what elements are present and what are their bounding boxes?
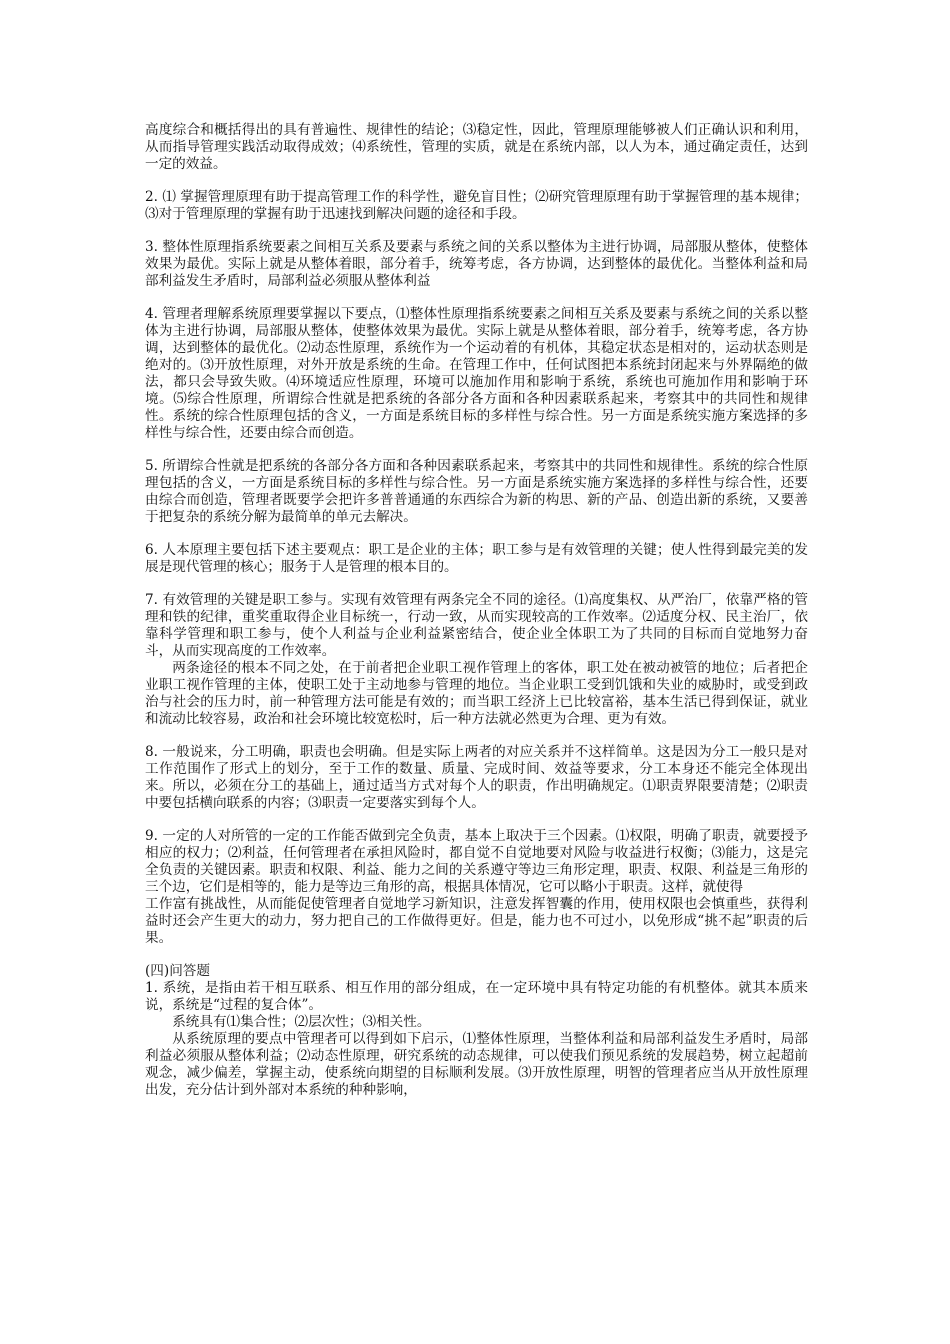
- qa-system-properties: 系统具有⑴集合性；⑵层次性；⑶相关性。: [172, 1014, 431, 1030]
- paragraph-answer-6: 6. 人本原理主要包括下述主要观点：职工是企业的主体；职工参与是有效管理的关键；使人性得到最完美的发展是现代管理的核心；服务于人是管理的根本目的。: [145, 542, 808, 575]
- paragraph-principles-summary: 高度综合和概括得出的具有普遍性、规律性的结论；⑶稳定性，因此，管理原理能够被人们正确认识和利用，从而指导管理实践活动取得成效；⑷系统性，管理的实质，就是在系统内部，以人为本，通过确定责任，达到一定的效益。: [145, 122, 808, 172]
- paragraph-answer-8: 8. 一般说来，分工明确，职责也会明确。但是实际上两者的对应关系并不这样简单。这是因为分工一般只是对工作范围作了形式上的划分，至于工作的数量、质量、完成时间、效益等要求，分工本身还不能完全体现出来。所以，必须在分工的基础上，通过适当方式对每个人的职责，作出明确规定。⑴职责界限要清楚；⑵职责中要包括横向联系的内容；⑶职责一定要落实到每个人。: [145, 744, 808, 811]
- section-heading: (四)问答题: [145, 963, 210, 979]
- paragraph-answer-9: 9. 一定的人对所管的一定的工作能否做到完全负责，基本上取决于三个因素。⑴权限，明确了职责，就要授予相应的权力；⑵利益，任何管理者在承担风险时，都自觉不自觉地要对风险与收益进行权衡；⑶能力，这是完全负责的关键因素。职责和权限、利益、能力之间的关系遵守等边三角形定理，职责、权限、利益是三角形的三个边，它们是相等的，能力是等边三角形的高，根据具体情况，它可以略小于职责。这样，就使得: [145, 828, 808, 895]
- paragraph-answer-3: 3. 整体性原理指系统要素之间相互关系及要素与系统之间的关系以整体为主进行协调，局部服从整体，使整体效果为最优。实际上就是从整体着眼，部分着手，统筹考虑，各方协调，达到整体的最优化。当整体利益和局部利益发生矛盾时，局部利益必须服从整体利益: [145, 239, 808, 289]
- paragraph-answer-5: 5. 所谓综合性就是把系统的各部分各方面和各种因素联系起来，考察其中的共同性和规律性。系统的综合性原理包括的含义，一方面是系统目标的多样性与综合性。另一方面是系统实施方案选择的多样性与综合性，还要由综合而创造，管理者既要学会把许多普普通通的东西综合为新的构思、新的产品、创造出新的系统，又要善于把复杂的系统分解为最简单的单元去解决。: [145, 458, 808, 525]
- document-page: [145, 122, 808, 1099]
- qa-answer-1: 1. 系统，是指由若干相互联系、相互作用的部分组成，在一定环境中具有特定功能的有机整体。就其本质来说，系统是“过程的复合体”。: [145, 980, 808, 1013]
- paragraph-answer-9-continued: 工作富有挑战性，从而能促使管理者自觉地学习新知识，注意发挥智囊的作用，使用权限也会慎重些，获得利益时还会产生更大的动力，努力把自己的工作做得更好。但是，能力也不可过小，以免形成“挑不起”职责的后果。: [145, 896, 808, 946]
- paragraph-answer-7-continued: 两条途径的根本不同之处，在于前者把企业职工视作管理上的客体，职工处在被动被管的地位；后者把企业职工视作管理的主体，使职工处于主动地参与管理的地位。当企业职工受到饥饿和失业的威胁时，或受到政治与社会的压力时，前一种管理方法可能是有效的；而当职工经济上已比较富裕，基本生活已得到保证，就业和流动比较容易，政治和社会环境比较宽松时，后一种方法就必然更为合理、更为有效。: [145, 660, 808, 727]
- paragraph-answer-2: 2. ⑴ 掌握管理原理有助于提高管理工作的科学性，避免盲目性；⑵研究管理原理有助于掌握管理的基本规律；⑶对于管理原理的掌握有助于迅速找到解决问题的途径和手段。: [145, 189, 808, 222]
- qa-system-principles: 从系统原理的要点中管理者可以得到如下启示，⑴整体性原理，当整体利益和局部利益发生矛盾时，局部利益必须服从整体利益；⑵动态性原理，研究系统的动态规律，可以使我们预见系统的发展趋势，树立起超前观念，减少偏差，掌握主动，使系统向期望的目标顺利发展。⑶开放性原理，明智的管理者应当从开放性原理出发，充分估计到外部对本系统的种种影响，: [145, 1031, 808, 1098]
- paragraph-answer-4: 4. 管理者理解系统原理要掌握以下要点，⑴整体性原理指系统要素之间相互关系及要素与系统之间的关系以整体为主进行协调，局部服从整体，使整体效果为最优。实际上就是从整体着眼，部分着手，统筹考虑，各方协调，达到整体的最优化。⑵动态性原理，系统作为一个运动着的有机体，其稳定状态是相对的，运动状态则是绝对的。⑶开放性原理，对外开放是系统的生命。在管理工作中，任何试图把本系统封闭起来与外界隔绝的做法，都只会导致失败。⑷环境适应性原理，环境可以施加作用和影响于系统，系统也可施加作用和影响于环境。⑸综合性原理，所谓综合性就是把系统的各部分各方面和各种因素联系起来，考察其中的共同性和规律性。系统的综合性原理包括的含义，一方面是系统目标的多样性与综合性。另一方面是系统实施方案选择的多样性与综合性，还要由综合而创造。: [145, 306, 808, 441]
- paragraph-answer-7: 7. 有效管理的关键是职工参与。实现有效管理有两条完全不同的途径。⑴高度集权、从严治厂，依靠严格的管理和铁的纪律，重奖重取得企业目标统一，行动一致，从而实现较高的工作效率。⑵适度分权、民主治厂，依靠科学管理和职工参与，使个人利益与企业利益紧密结合，使企业全体职工为了共同的目标而自觉地努力奋斗，从而实现高度的工作效率。: [145, 592, 808, 659]
